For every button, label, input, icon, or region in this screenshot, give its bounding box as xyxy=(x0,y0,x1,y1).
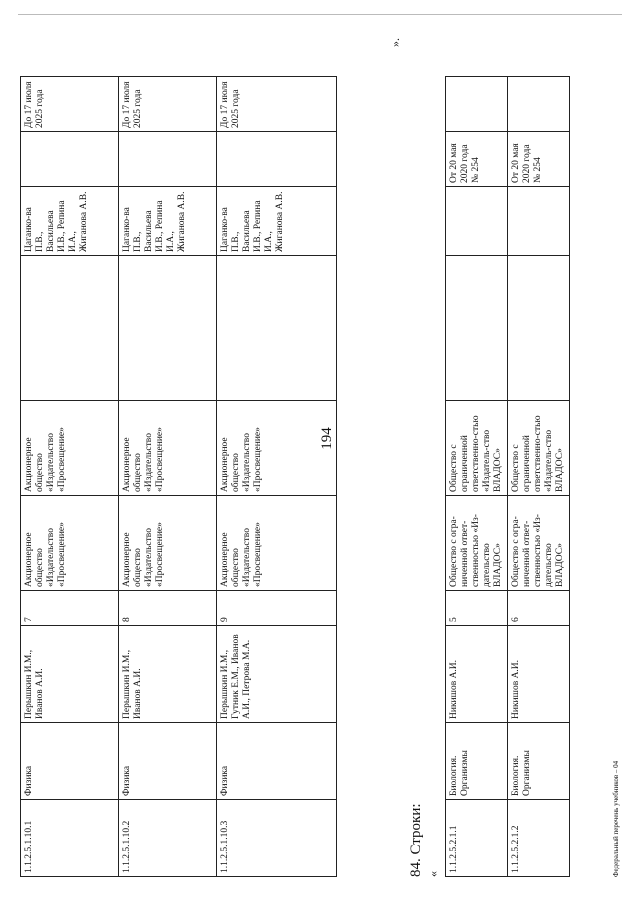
cell-code: 1.1.2.5.1.10.1 xyxy=(21,800,119,877)
cell-order: От 20 мая 2020 года № 254 xyxy=(508,132,570,187)
cell-responsible: Цаганко-ва П.В., Васильева И.В., Репина И.А., Жиганова А.В. xyxy=(21,187,119,256)
cell-until xyxy=(446,77,508,132)
cell-publisher: Акционерное общество «Издательство «Просвещение» xyxy=(217,496,337,591)
cell-copyright-holder: Общество с ограниченной ответственно-стью «Издатель-ство ВЛАДОС» xyxy=(446,401,508,496)
cell-authors: Перышкин И.М., Иванов А.И. xyxy=(21,626,119,723)
cell-empty xyxy=(119,256,217,401)
cell-subject: Биология. Организмы xyxy=(446,723,508,800)
cell-copyright-holder: Акционерное общество «Издательство «Просвещение» xyxy=(119,401,217,496)
textbook-table-physics xyxy=(20,76,337,877)
cell-empty xyxy=(508,256,570,401)
cell-code: 1.1.2.5.1.10.2 xyxy=(119,800,217,877)
cell-subject: Биология. Организмы xyxy=(508,723,570,800)
cell-code: 1.1.2.5.1.10.3 xyxy=(217,800,337,877)
cell-grade: 5 xyxy=(446,591,508,626)
cell-until: До 17 июля 2025 года xyxy=(21,77,119,132)
cell-order xyxy=(119,132,217,187)
cell-authors: Никишов А.И. xyxy=(508,626,570,723)
cell-responsible: Цаганко-ва П.В., Васильева И.В., Репина И.А., Жиганова А.В. xyxy=(119,187,217,256)
cell-code: 1.1.2.5.2.1.1 xyxy=(446,800,508,877)
cell-grade: 8 xyxy=(119,591,217,626)
cell-until: До 17 июля 2025 года xyxy=(119,77,217,132)
table-row xyxy=(217,77,337,877)
cell-order xyxy=(21,132,119,187)
section-heading: 84. Строки: xyxy=(408,803,424,877)
cell-authors: Перышкин И.М., Иванов А.И. xyxy=(119,626,217,723)
page-footer: Федеральный перечень учебников – 04 xyxy=(612,760,620,877)
cell-until xyxy=(508,77,570,132)
scan-edge-line xyxy=(18,14,622,15)
cell-copyright-holder: Акционерное общество «Издательство «Просвещение» xyxy=(217,401,337,496)
rotated-page-content xyxy=(20,27,620,877)
cell-code: 1.1.2.5.2.1.2 xyxy=(508,800,570,877)
cell-order: От 20 мая 2020 года № 254 xyxy=(446,132,508,187)
cell-publisher: Общество с огра-ниченной ответ-ственностью «Из-дательство ВЛАДОС» xyxy=(508,496,570,591)
cell-subject: Физика xyxy=(217,723,337,800)
cell-empty xyxy=(217,256,337,401)
cell-grade: 9 xyxy=(217,591,337,626)
table-row xyxy=(119,77,217,877)
cell-responsible xyxy=(508,187,570,256)
cell-publisher: Общество с огра-ниченной ответ-ственностью «Из-дательство ВЛАДОС» xyxy=(446,496,508,591)
table-row xyxy=(446,77,508,877)
cell-authors: Перышкин И.М., Гутник Е.М., Иванов А.И., Петрова М.А. xyxy=(217,626,337,723)
cell-publisher: Акционерное общество «Издательство «Просвещение» xyxy=(21,496,119,591)
table-row xyxy=(508,77,570,877)
cell-until: До 17 июля 2025 года xyxy=(217,77,337,132)
cell-publisher: Акционерное общество «Издательство «Просвещение» xyxy=(119,496,217,591)
table-row xyxy=(21,77,119,877)
cell-grade: 6 xyxy=(508,591,570,626)
cell-grade: 7 xyxy=(21,591,119,626)
cell-subject: Физика xyxy=(119,723,217,800)
cell-copyright-holder: Акционерное общество «Издательство «Просвещение» xyxy=(21,401,119,496)
closing-quote: ». xyxy=(388,38,402,47)
cell-empty xyxy=(21,256,119,401)
cell-responsible: Цаганко-ва П.В., Васильева И.В., Репина И.А., Жиганова А.В. xyxy=(217,187,337,256)
opening-quote: « xyxy=(426,871,440,877)
cell-empty xyxy=(446,256,508,401)
page-number: 194 xyxy=(318,427,335,450)
cell-subject: Физика xyxy=(21,723,119,800)
cell-copyright-holder: Общество с ограниченной ответственно-стью «Издатель-ство ВЛАДОС» xyxy=(508,401,570,496)
cell-order xyxy=(217,132,337,187)
textbook-table-biology xyxy=(445,76,570,877)
cell-responsible xyxy=(446,187,508,256)
cell-authors: Никишов А.И. xyxy=(446,626,508,723)
